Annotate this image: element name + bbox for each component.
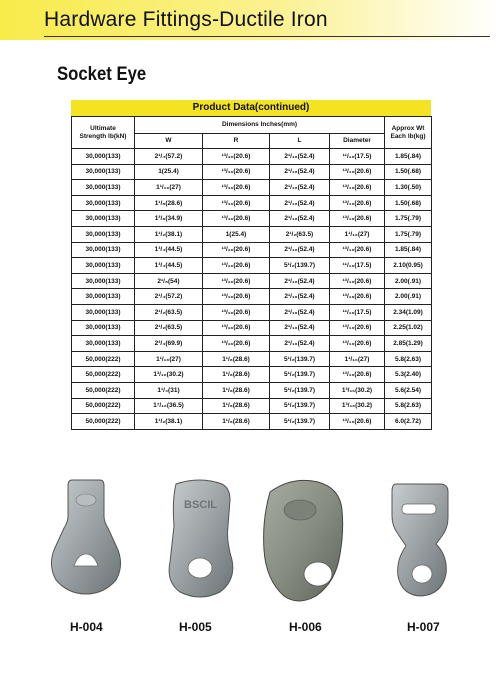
table-row [72,336,432,352]
table-row [72,195,432,211]
cell-weight: 5.8(2.63) [385,398,432,414]
cell-strength: 30,000(133) [72,273,135,289]
cell-l: 2¹/₁₆(52.4) [270,211,330,227]
cell-l: 2¹/₁₆(52.4) [270,304,330,320]
header-dimensions: Dimensions Inches(mm) [135,117,385,134]
cell-weight: 2.25(1.02) [385,320,432,336]
cell-diameter: 1¹/₁₆(27) [330,226,385,242]
cell-diameter: ¹³/₁₆(20.6) [330,336,385,352]
socket-eye-h007-image [392,484,448,596]
cell-w: 2¹/₈(54) [135,273,203,289]
cell-w: 2¹/₂(63.5) [135,304,203,320]
cell-diameter: ¹³/₁₆(20.6) [330,211,385,227]
cell-w: 1¹/₈(28.6) [135,195,203,211]
header-strength: Ultimate Strength lb(kN) [72,117,135,149]
cell-r: 1¹/₈(28.6) [203,367,270,383]
cell-w: 2¹/₄(57.2) [135,289,203,305]
cell-strength: 30,000(133) [72,304,135,320]
cell-diameter: ¹³/₁₆(20.6) [330,195,385,211]
cell-r: ¹³/₁₆(20.6) [203,211,270,227]
cell-weight: 2.34(1.09) [385,304,432,320]
cell-r: ¹³/₁₆(20.6) [203,164,270,180]
cell-w: 1³/₁₆(30.2) [135,367,203,383]
socket-eye-h006-image [264,480,343,601]
table-row [72,226,432,242]
cell-r: ¹³/₁₆(20.6) [203,304,270,320]
cell-l: 2¹/₁₆(52.4) [270,289,330,305]
cell-r: ¹³/₁₆(20.6) [203,258,270,274]
table-row [72,242,432,258]
socket-eye-h005-image [169,480,233,597]
cell-diameter: ¹³/₁₆(20.6) [330,320,385,336]
section-title: Socket Eye [57,64,147,85]
h005-stamp: BSCIL [184,499,217,511]
cell-w: 2¹/₄(57.2) [135,149,203,165]
cell-w: 1¹/₄(31) [135,382,203,398]
cell-l: 5¹/₂(139.7) [270,258,330,274]
cell-r: ¹³/₁₆(20.6) [203,149,270,165]
table-row [72,367,432,383]
cell-diameter: ¹³/₁₆(20.6) [330,164,385,180]
cell-l: 5¹/₂(139.7) [270,382,330,398]
cell-strength: 30,000(133) [72,242,135,258]
table-row [72,304,432,320]
cell-r: ¹³/₁₆(20.6) [203,289,270,305]
cell-strength: 30,000(133) [72,211,135,227]
cell-l: 2¹/₁₆(52.4) [270,336,330,352]
cell-w: 1¹/₁₆(27) [135,351,203,367]
header-weight: Approx Wt Each lb(kg) [385,117,432,149]
cell-w: 1¹/₁₆(27) [135,180,203,196]
table-row [72,414,432,430]
cell-diameter: ¹³/₁₆(20.6) [330,242,385,258]
cell-diameter: ¹³/₁₆(20.6) [330,273,385,289]
cell-weight: 1.50(.68) [385,164,432,180]
caption-h007: H-007 [407,620,440,634]
cell-l: 2¹/₁₆(52.4) [270,164,330,180]
product-photos [0,470,500,620]
cell-r: ¹³/₁₆(20.6) [203,180,270,196]
cell-w: 1³/₈(34.9) [135,211,203,227]
cell-strength: 30,000(133) [72,258,135,274]
cell-weight: 1.75(.79) [385,226,432,242]
cell-diameter: ¹³/₁₆(20.6) [330,414,385,430]
table-row [72,320,432,336]
cell-l: 5¹/₂(139.7) [270,414,330,430]
cell-l: 5¹/₂(139.7) [270,398,330,414]
table-row [72,149,432,165]
cell-strength: 50,000(222) [72,414,135,430]
header-w: W [135,134,203,149]
table-row [72,211,432,227]
cell-w: 1(25.4) [135,164,203,180]
cell-diameter: ¹³/₁₆(20.6) [330,289,385,305]
cell-weight: 2.10(0.95) [385,258,432,274]
cell-strength: 30,000(133) [72,226,135,242]
cell-r: ¹³/₁₆(20.6) [203,273,270,289]
cell-r: ¹³/₁₆(20.6) [203,336,270,352]
cell-weight: 1.30(.50) [385,180,432,196]
cell-strength: 30,000(133) [72,289,135,305]
cell-r: 1¹/₈(28.6) [203,351,270,367]
cell-diameter: ¹¹/₁₆(17.5) [330,304,385,320]
cell-l: 5¹/₂(139.7) [270,351,330,367]
cell-r: 1¹/₈(28.6) [203,382,270,398]
table-row [72,398,432,414]
caption-h006: H-006 [289,620,322,634]
socket-eye-h004-image [51,480,120,594]
table-row [72,180,432,196]
cell-l: 2¹/₁₆(52.4) [270,180,330,196]
cell-strength: 30,000(133) [72,336,135,352]
cell-l: 2¹/₁₆(52.4) [270,273,330,289]
product-data-table [71,100,431,430]
cell-weight: 1.75(.79) [385,211,432,227]
cell-weight: 1.85(.84) [385,149,432,165]
cell-weight: 2.85(1.29) [385,336,432,352]
cell-diameter: ¹¹/₁₆(17.5) [330,149,385,165]
cell-w: 1⁷/₁₆(36.5) [135,398,203,414]
cell-diameter: ¹³/₁₆(20.6) [330,180,385,196]
header-divider [44,36,490,37]
cell-strength: 50,000(222) [72,398,135,414]
cell-l: 2¹/₁₆(52.4) [270,149,330,165]
table-row [72,258,432,274]
header-r: R [203,134,270,149]
cell-r: ¹³/₁₆(20.6) [203,320,270,336]
cell-strength: 50,000(222) [72,382,135,398]
cell-diameter: ¹³/₁₆(20.6) [330,367,385,383]
cell-w: 1¹/₂(38.1) [135,226,203,242]
header-l: L [270,134,330,149]
cell-r: 1¹/₈(28.6) [203,414,270,430]
page-title: Hardware Fittings-Ductile Iron [44,8,328,31]
table-row [72,382,432,398]
cell-diameter: 1¹/₁₆(27) [330,351,385,367]
cell-weight: 5.8(2.63) [385,351,432,367]
caption-h004: H-004 [70,620,103,634]
cell-weight: 5.6(2.54) [385,382,432,398]
caption-h005: H-005 [179,620,212,634]
header-diameter: Diameter [330,134,385,149]
cell-weight: 1.50(.68) [385,195,432,211]
cell-l: 2¹/₁₆(52.4) [270,195,330,211]
cell-strength: 30,000(133) [72,195,135,211]
cell-weight: 5.3(2.40) [385,367,432,383]
cell-weight: 2.00(.91) [385,273,432,289]
table-row [72,351,432,367]
cell-diameter: ¹¹/₁₆(17.5) [330,258,385,274]
cell-w: 2¹/₂(63.5) [135,320,203,336]
cell-diameter: 1³/₁₆(30.2) [330,398,385,414]
cell-strength: 50,000(222) [72,367,135,383]
table-row [72,273,432,289]
cell-r: ¹³/₁₆(20.6) [203,195,270,211]
cell-weight: 1.85(.84) [385,242,432,258]
cell-strength: 30,000(133) [72,180,135,196]
cell-l: 5¹/₂(139.7) [270,367,330,383]
cell-r: ¹³/₁₆(20.6) [203,242,270,258]
cell-strength: 50,000(222) [72,351,135,367]
cell-r: 1(25.4) [203,226,270,242]
cell-l: 2¹/₁₆(52.4) [270,242,330,258]
cell-strength: 30,000(133) [72,320,135,336]
cell-l: 2¹/₂(63.5) [270,226,330,242]
cell-strength: 30,000(133) [72,149,135,165]
cell-w: 1³/₄(44.5) [135,258,203,274]
cell-weight: 2.00(.91) [385,289,432,305]
table-row [72,289,432,305]
cell-w: 2³/₄(69.9) [135,336,203,352]
cell-w: 1³/₄(44.5) [135,242,203,258]
table-banner: Product Data(continued) [71,100,431,116]
cell-weight: 6.0(2.72) [385,414,432,430]
cell-l: 2¹/₁₆(52.4) [270,320,330,336]
cell-r: 1¹/₈(28.6) [203,398,270,414]
cell-w: 1¹/₂(38.1) [135,414,203,430]
cell-strength: 30,000(133) [72,164,135,180]
table-row [72,164,432,180]
cell-diameter: 1³/₁₆(30.2) [330,382,385,398]
